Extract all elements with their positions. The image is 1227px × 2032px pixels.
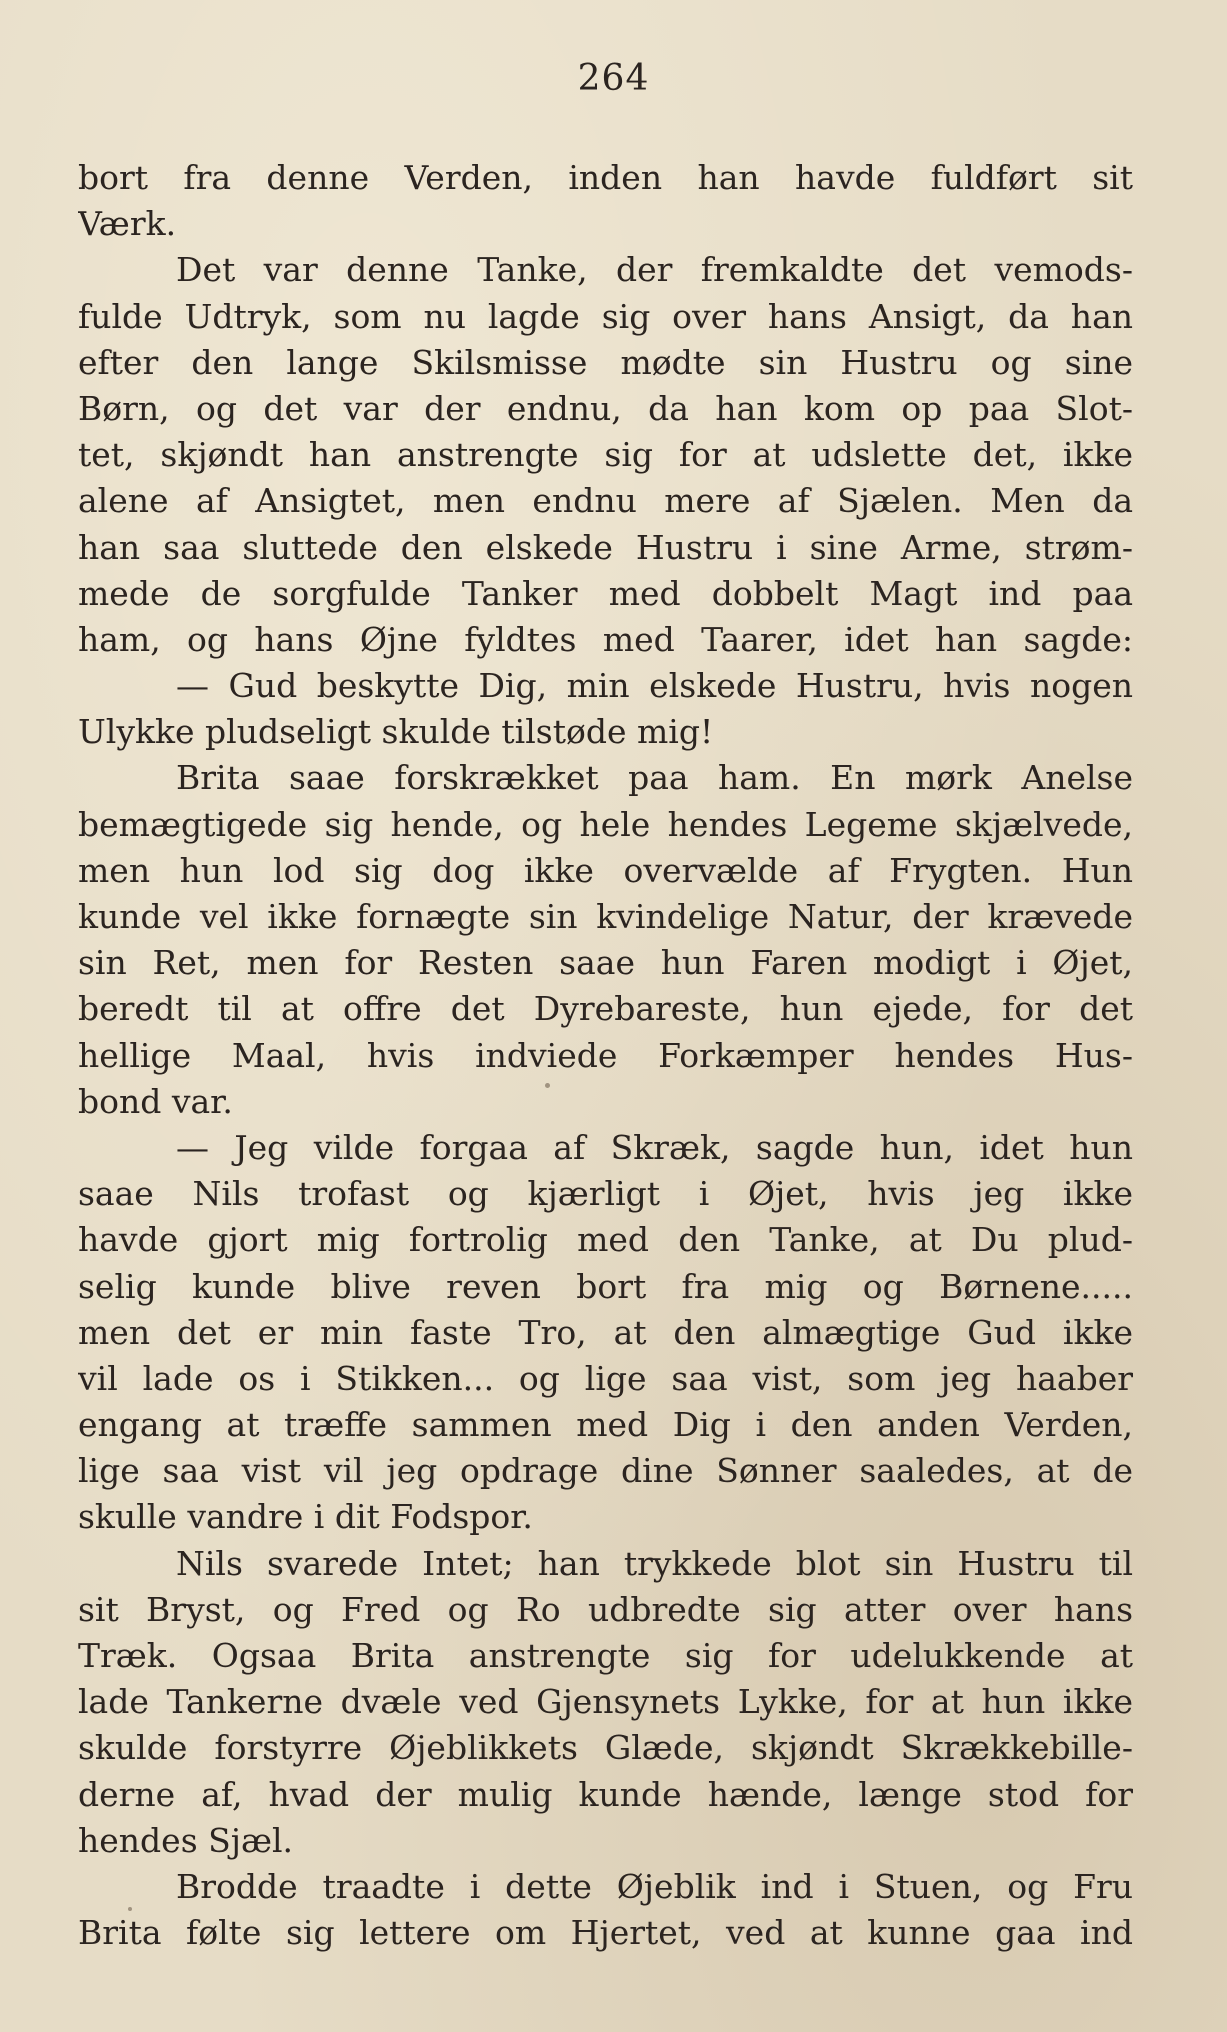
text-line: mede de sorgfulde Tanker med dobbelt Magt ind paa [78,573,1133,613]
text-line: hellige Maal, hvis indviede Forkæmper hendes Hus- [78,1035,1133,1075]
text-line: saae Nils trofast og kjærligt i Øjet, hvis jeg ikke [78,1174,1133,1214]
text-line: hendes Sjæl. [78,1820,294,1860]
text-line: — Jeg vilde forgaa af Skræk, sagde hun, idet hun [176,1127,1133,1167]
text-line: bond var. [78,1081,233,1121]
text-line: lade Tankerne dvæle ved Gjensynets Lykke, for at hun ikke [78,1682,1133,1722]
text-line: Træk. Ogsaa Brita anstrengte sig for udelukkende at [78,1636,1133,1675]
paper-speck [128,1907,132,1911]
text-line: havde gjort mig fortrolig med den Tanke, at Du plud- [78,1220,1133,1260]
text-line: skulde forstyrre Øjeblikkets Glæde, skjøndt Skrækkebille- [78,1728,1133,1768]
text-line: Børn, og det var der endnu, da han kom op paa Slot- [78,388,1133,428]
text-line: sit Bryst, og Fred og Ro udbredte sig atter over hans [78,1589,1133,1629]
text-line: Brita følte sig lettere om Hjertet, ved at kunne gaa ind [78,1913,1133,1953]
text-line: vil lade os i Stikken... og lige saa vist, som jeg haaber [78,1358,1133,1398]
text-line: han saa sluttede den elskede Hustru i sine Arme, strøm- [78,527,1133,567]
text-line: Brita saae forskrækket paa ham. En mørk Anelse [176,758,1133,798]
text-line: Det var denne Tanke, der fremkaldte det vemods- [176,250,1133,290]
page-number: 264 [577,58,650,99]
text-line: skulle vandre i dit Fodspor. [78,1497,533,1537]
text-line: — Gud beskytte Dig, min elskede Hustru, hvis nogen [176,666,1133,706]
text-line: efter den lange Skilsmisse mødte sin Hustru og sine [78,342,1133,382]
text-line: bort fra denne Verden, inden han havde fuldført sit [78,158,1133,197]
text-line: Brodde traadte i dette Øjeblik ind i Stuen, og Fru [176,1866,1133,1906]
text-line: sin Ret, men for Resten saae hun Faren modigt i Øjet, [78,943,1133,983]
text-line: ham, og hans Øjne fyldtes med Taarer, idet han sagde: [78,619,1133,659]
text-line: derne af, hvad der mulig kunde hænde, længe stod for [78,1774,1133,1814]
text-line: bemægtigede sig hende, og hele hendes Legeme skjælvede, [78,804,1133,844]
text-line: lige saa vist vil jeg opdrage dine Sønner saaledes, at de [78,1451,1133,1491]
paper-speck [545,1083,550,1088]
text-line: selig kunde blive reven bort fra mig og Børnene..... [78,1266,1133,1306]
text-line: alene af Ansigtet, men endnu mere af Sjælen. Men da [78,481,1133,521]
text-line: Værk. [78,204,177,244]
text-line: Nils svarede Intet; han trykkede blot sin Hustru til [176,1543,1133,1583]
text-line: fulde Udtryk, som nu lagde sig over hans Ansigt, da han [78,296,1133,336]
text-line: beredt til at offre det Dyrebareste, hun ejede, for det [78,989,1133,1029]
text-line: Ulykke pludseligt skulde tilstøde mig! [78,712,714,752]
text-line: tet, skjøndt han anstrengte sig for at udslette det, ikke [78,435,1133,475]
text-line: engang at træffe sammen med Dig i den anden Verden, [78,1405,1133,1445]
body-text [78,155,1133,1956]
text-line: men hun lod sig dog ikke overvælde af Frygten. Hun [78,850,1133,890]
text-line: kunde vel ikke fornægte sin kvindelige Natur, der krævede [78,897,1133,936]
text-line: men det er min faste Tro, at den almægtige Gud ikke [78,1312,1133,1352]
